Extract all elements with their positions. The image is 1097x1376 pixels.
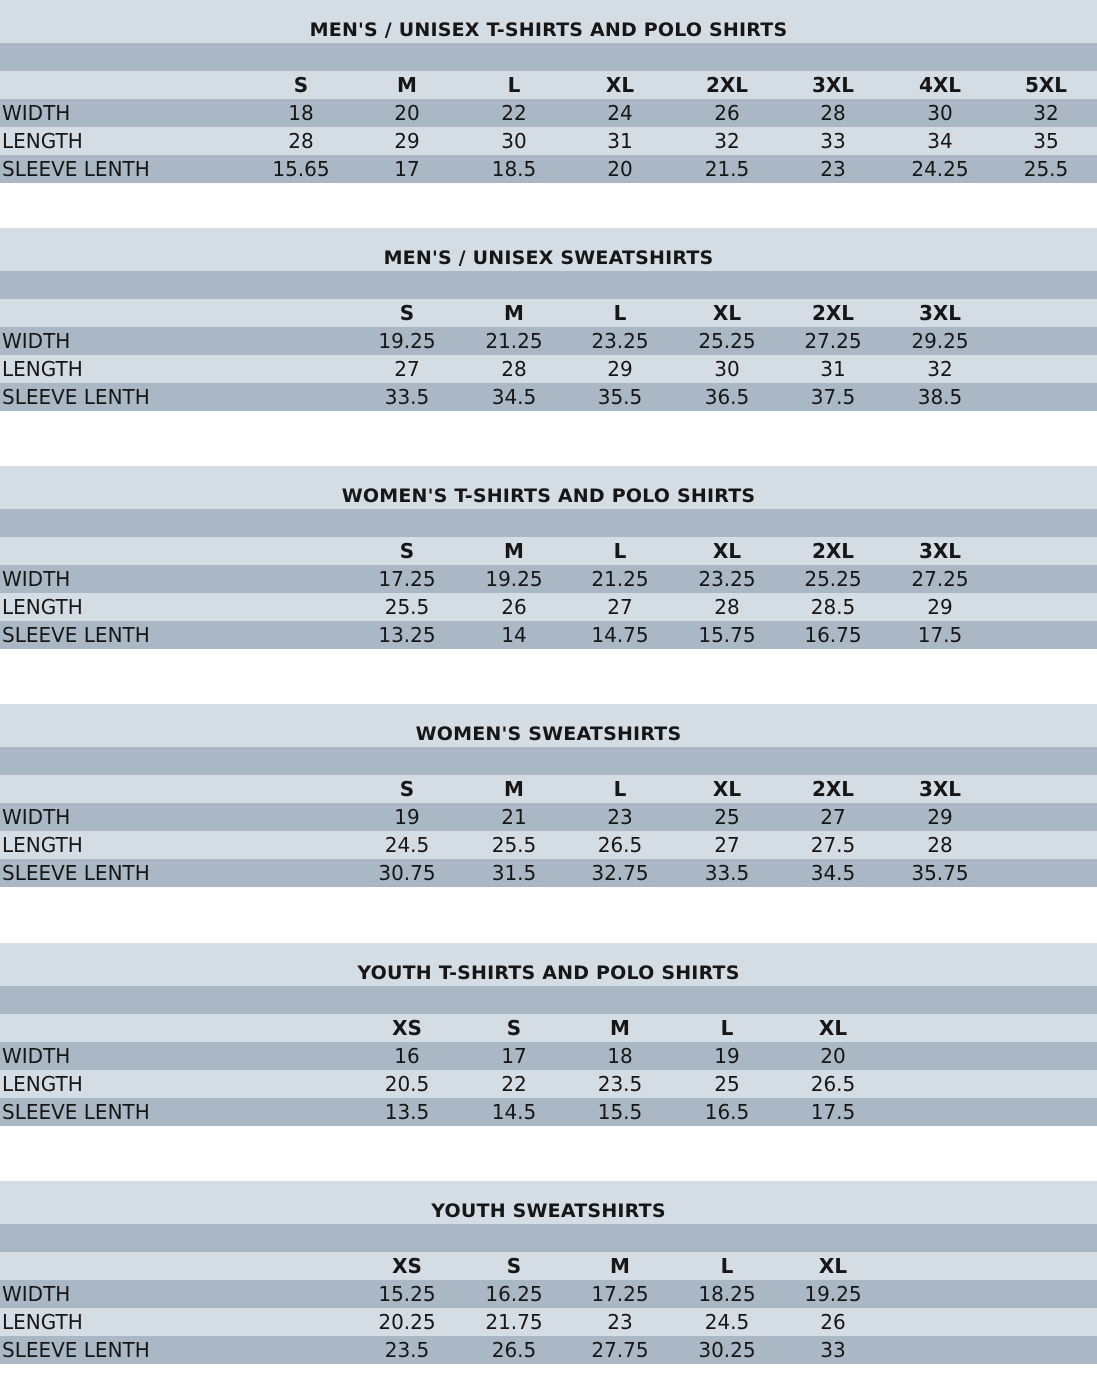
table-cell: 16.75 <box>804 623 862 647</box>
size-header-cell: S <box>506 1254 522 1278</box>
table-cell: 25 <box>714 1072 740 1096</box>
table-cell: 24.5 <box>384 833 430 857</box>
size-header-cell: S <box>293 73 309 97</box>
size-header-cell: 2XL <box>811 301 855 325</box>
size-header-cell: M <box>610 1254 630 1278</box>
size-header-cell: S <box>399 539 415 563</box>
row-label: WIDTH <box>2 101 71 125</box>
table-title: YOUTH T-SHIRTS AND POLO SHIRTS <box>357 962 740 984</box>
table-cell: 25.5 <box>1023 157 1069 181</box>
table-cell: 30.25 <box>698 1338 756 1362</box>
table-title-row <box>0 228 1097 271</box>
table-cell: 21.5 <box>704 157 750 181</box>
table-cell: 28.5 <box>810 595 856 619</box>
size-table <box>0 704 1097 899</box>
table-cell: 17.5 <box>810 1100 856 1124</box>
table-cell: 21.75 <box>485 1310 543 1334</box>
table-cell: 17.25 <box>591 1282 649 1306</box>
row-label: SLEEVE LENTH <box>2 385 150 409</box>
size-header-cell: M <box>504 539 524 563</box>
table-cell: 33.5 <box>384 385 430 409</box>
table-cell: 32 <box>927 357 953 381</box>
size-header-cell: S <box>506 1016 522 1040</box>
table-cell: 18 <box>288 101 314 125</box>
table-cell: 33.5 <box>704 861 750 885</box>
table-row <box>0 1308 1097 1336</box>
table-cell: 19.25 <box>485 567 543 591</box>
row-label: LENGTH <box>2 1310 83 1334</box>
row-label: WIDTH <box>2 329 71 353</box>
table-cell: 17.5 <box>917 623 963 647</box>
table-cell: 38.5 <box>917 385 963 409</box>
table-cell: 16 <box>394 1044 420 1068</box>
table-cell: 19 <box>714 1044 740 1068</box>
row-label: WIDTH <box>2 1282 71 1306</box>
table-title: MEN'S / UNISEX SWEATSHIRTS <box>383 247 714 269</box>
size-header-cell: L <box>720 1016 734 1040</box>
row-label: SLEEVE LENTH <box>2 861 150 885</box>
table-cell: 15.25 <box>378 1282 436 1306</box>
table-cell: 30 <box>501 129 527 153</box>
spacer-row <box>0 271 1097 299</box>
table-title: MEN'S / UNISEX T-SHIRTS AND POLO SHIRTS <box>309 19 788 41</box>
size-header-row <box>0 1014 1097 1042</box>
size-header-row <box>0 71 1097 99</box>
table-cell: 30.75 <box>378 861 436 885</box>
row-label: LENGTH <box>2 1072 83 1096</box>
row-label: LENGTH <box>2 595 83 619</box>
size-header-cell: XS <box>392 1016 422 1040</box>
table-row <box>0 859 1097 887</box>
table-cell: 32.75 <box>591 861 649 885</box>
table-cell: 36.5 <box>704 385 750 409</box>
table-title-row <box>0 704 1097 747</box>
size-header-cell: L <box>507 73 521 97</box>
size-header-cell: XL <box>818 1016 848 1040</box>
table-cell: 30 <box>714 357 740 381</box>
table-row <box>0 1336 1097 1364</box>
table-row <box>0 327 1097 355</box>
table-cell: 32 <box>1033 101 1059 125</box>
table-cell: 17 <box>394 157 420 181</box>
table-cell: 24 <box>607 101 633 125</box>
table-cell: 29 <box>927 595 953 619</box>
table-cell: 22 <box>501 101 527 125</box>
table-cell: 20 <box>820 1044 846 1068</box>
table-row <box>0 593 1097 621</box>
table-cell: 23 <box>820 157 846 181</box>
table-cell: 17.25 <box>378 567 436 591</box>
table-row <box>0 383 1097 411</box>
size-header-cell: 2XL <box>811 539 855 563</box>
table-cell: 21.25 <box>485 329 543 353</box>
table-cell: 28 <box>927 833 953 857</box>
table-cell: 29.25 <box>911 329 969 353</box>
row-label: WIDTH <box>2 1044 71 1068</box>
table-cell: 30 <box>927 101 953 125</box>
table-cell: 23.5 <box>384 1338 430 1362</box>
table-cell: 15.65 <box>272 157 330 181</box>
table-cell: 23.25 <box>698 567 756 591</box>
table-cell: 28 <box>501 357 527 381</box>
table-cell: 33 <box>820 129 846 153</box>
table-cell: 14.75 <box>591 623 649 647</box>
size-header-cell: M <box>397 73 417 97</box>
table-cell: 29 <box>607 357 633 381</box>
table-cell: 27 <box>607 595 633 619</box>
size-table <box>0 228 1097 423</box>
size-header-cell: M <box>610 1016 630 1040</box>
table-row <box>0 1070 1097 1098</box>
table-cell: 20.25 <box>378 1310 436 1334</box>
size-header-cell: XL <box>712 777 742 801</box>
size-header-cell: XL <box>605 73 635 97</box>
table-cell: 26.5 <box>491 1338 537 1362</box>
size-table <box>0 466 1097 661</box>
size-header-row <box>0 537 1097 565</box>
table-cell: 18 <box>607 1044 633 1068</box>
table-title-row <box>0 0 1097 43</box>
table-cell: 23 <box>607 1310 633 1334</box>
size-header-row <box>0 775 1097 803</box>
table-cell: 34.5 <box>491 385 537 409</box>
size-header-cell: S <box>399 301 415 325</box>
size-table <box>0 943 1097 1138</box>
table-row <box>0 99 1097 127</box>
size-header-cell: 4XL <box>918 73 962 97</box>
spacer-row <box>0 43 1097 71</box>
table-title-row <box>0 1181 1097 1224</box>
row-label: SLEEVE LENTH <box>2 1338 150 1362</box>
size-table <box>0 1181 1097 1376</box>
table-cell: 28 <box>288 129 314 153</box>
size-header-cell: S <box>399 777 415 801</box>
size-header-cell: L <box>720 1254 734 1278</box>
size-header-cell: 3XL <box>918 301 962 325</box>
size-header-cell: M <box>504 777 524 801</box>
table-cell: 27.25 <box>804 329 862 353</box>
size-header-cell: XL <box>818 1254 848 1278</box>
table-cell: 20.5 <box>384 1072 430 1096</box>
table-title-row <box>0 466 1097 509</box>
table-row <box>0 1098 1097 1126</box>
size-header-cell: 3XL <box>918 539 962 563</box>
spacer-row <box>0 509 1097 537</box>
table-row <box>0 155 1097 183</box>
table-cell: 26.5 <box>597 833 643 857</box>
table-title: WOMEN'S SWEATSHIRTS <box>415 723 682 745</box>
table-cell: 22 <box>501 1072 527 1096</box>
table-row <box>0 127 1097 155</box>
table-cell: 25.25 <box>698 329 756 353</box>
table-cell: 26 <box>714 101 740 125</box>
table-cell: 27 <box>820 805 846 829</box>
table-cell: 23.25 <box>591 329 649 353</box>
table-row <box>0 565 1097 593</box>
table-row <box>0 621 1097 649</box>
table-cell: 24.5 <box>704 1310 750 1334</box>
table-row <box>0 831 1097 859</box>
table-cell: 35.75 <box>911 861 969 885</box>
table-row <box>0 1042 1097 1070</box>
table-cell: 37.5 <box>810 385 856 409</box>
table-cell: 14 <box>501 623 527 647</box>
table-cell: 33 <box>820 1338 846 1362</box>
table-cell: 21 <box>501 805 527 829</box>
table-cell: 25.25 <box>804 567 862 591</box>
table-cell: 16.5 <box>704 1100 750 1124</box>
table-cell: 28 <box>820 101 846 125</box>
table-cell: 18.25 <box>698 1282 756 1306</box>
table-title: WOMEN'S T-SHIRTS AND POLO SHIRTS <box>341 485 756 507</box>
spacer-row <box>0 1224 1097 1252</box>
size-header-row <box>0 299 1097 327</box>
table-cell: 19.25 <box>378 329 436 353</box>
table-cell: 23.5 <box>597 1072 643 1096</box>
size-header-cell: XL <box>712 539 742 563</box>
table-cell: 16.25 <box>485 1282 543 1306</box>
size-header-cell: XL <box>712 301 742 325</box>
table-cell: 27 <box>394 357 420 381</box>
row-label: WIDTH <box>2 805 71 829</box>
spacer-row <box>0 986 1097 1014</box>
size-header-cell: 3XL <box>811 73 855 97</box>
table-cell: 27.75 <box>591 1338 649 1362</box>
table-cell: 21.25 <box>591 567 649 591</box>
row-label: SLEEVE LENTH <box>2 1100 150 1124</box>
table-cell: 20 <box>607 157 633 181</box>
row-label: LENGTH <box>2 357 83 381</box>
table-row <box>0 355 1097 383</box>
table-cell: 14.5 <box>491 1100 537 1124</box>
size-table <box>0 0 1097 195</box>
table-cell: 25 <box>714 805 740 829</box>
table-cell: 26 <box>820 1310 846 1334</box>
row-label: LENGTH <box>2 129 83 153</box>
table-cell: 23 <box>607 805 633 829</box>
table-cell: 34 <box>927 129 953 153</box>
row-label: LENGTH <box>2 833 83 857</box>
size-header-row <box>0 1252 1097 1280</box>
table-cell: 17 <box>501 1044 527 1068</box>
spacer-row <box>0 747 1097 775</box>
size-header-cell: L <box>613 301 627 325</box>
table-cell: 18.5 <box>491 157 537 181</box>
table-cell: 28 <box>714 595 740 619</box>
size-header-cell: L <box>613 777 627 801</box>
table-cell: 13.5 <box>384 1100 430 1124</box>
table-cell: 19.25 <box>804 1282 862 1306</box>
size-header-cell: 5XL <box>1024 73 1068 97</box>
row-label: SLEEVE LENTH <box>2 157 150 181</box>
size-header-cell: XS <box>392 1254 422 1278</box>
size-header-cell: 3XL <box>918 777 962 801</box>
table-cell: 31 <box>607 129 633 153</box>
table-cell: 29 <box>394 129 420 153</box>
table-cell: 35 <box>1033 129 1059 153</box>
table-cell: 27.5 <box>810 833 856 857</box>
table-cell: 29 <box>927 805 953 829</box>
table-cell: 32 <box>714 129 740 153</box>
table-cell: 26.5 <box>810 1072 856 1096</box>
table-cell: 15.5 <box>597 1100 643 1124</box>
size-header-cell: L <box>613 539 627 563</box>
size-header-cell: 2XL <box>705 73 749 97</box>
table-cell: 15.75 <box>698 623 756 647</box>
table-title-row <box>0 943 1097 986</box>
table-cell: 25.5 <box>384 595 430 619</box>
table-row <box>0 1280 1097 1308</box>
table-cell: 26 <box>501 595 527 619</box>
table-cell: 13.25 <box>378 623 436 647</box>
table-cell: 25.5 <box>491 833 537 857</box>
size-header-cell: M <box>504 301 524 325</box>
table-cell: 19 <box>394 805 420 829</box>
table-row <box>0 803 1097 831</box>
table-cell: 24.25 <box>911 157 969 181</box>
table-cell: 27 <box>714 833 740 857</box>
row-label: WIDTH <box>2 567 71 591</box>
size-header-cell: 2XL <box>811 777 855 801</box>
table-cell: 27.25 <box>911 567 969 591</box>
table-title: YOUTH SWEATSHIRTS <box>431 1200 666 1222</box>
table-cell: 34.5 <box>810 861 856 885</box>
table-cell: 31 <box>820 357 846 381</box>
table-cell: 31.5 <box>491 861 537 885</box>
row-label: SLEEVE LENTH <box>2 623 150 647</box>
table-cell: 35.5 <box>597 385 643 409</box>
table-cell: 20 <box>394 101 420 125</box>
